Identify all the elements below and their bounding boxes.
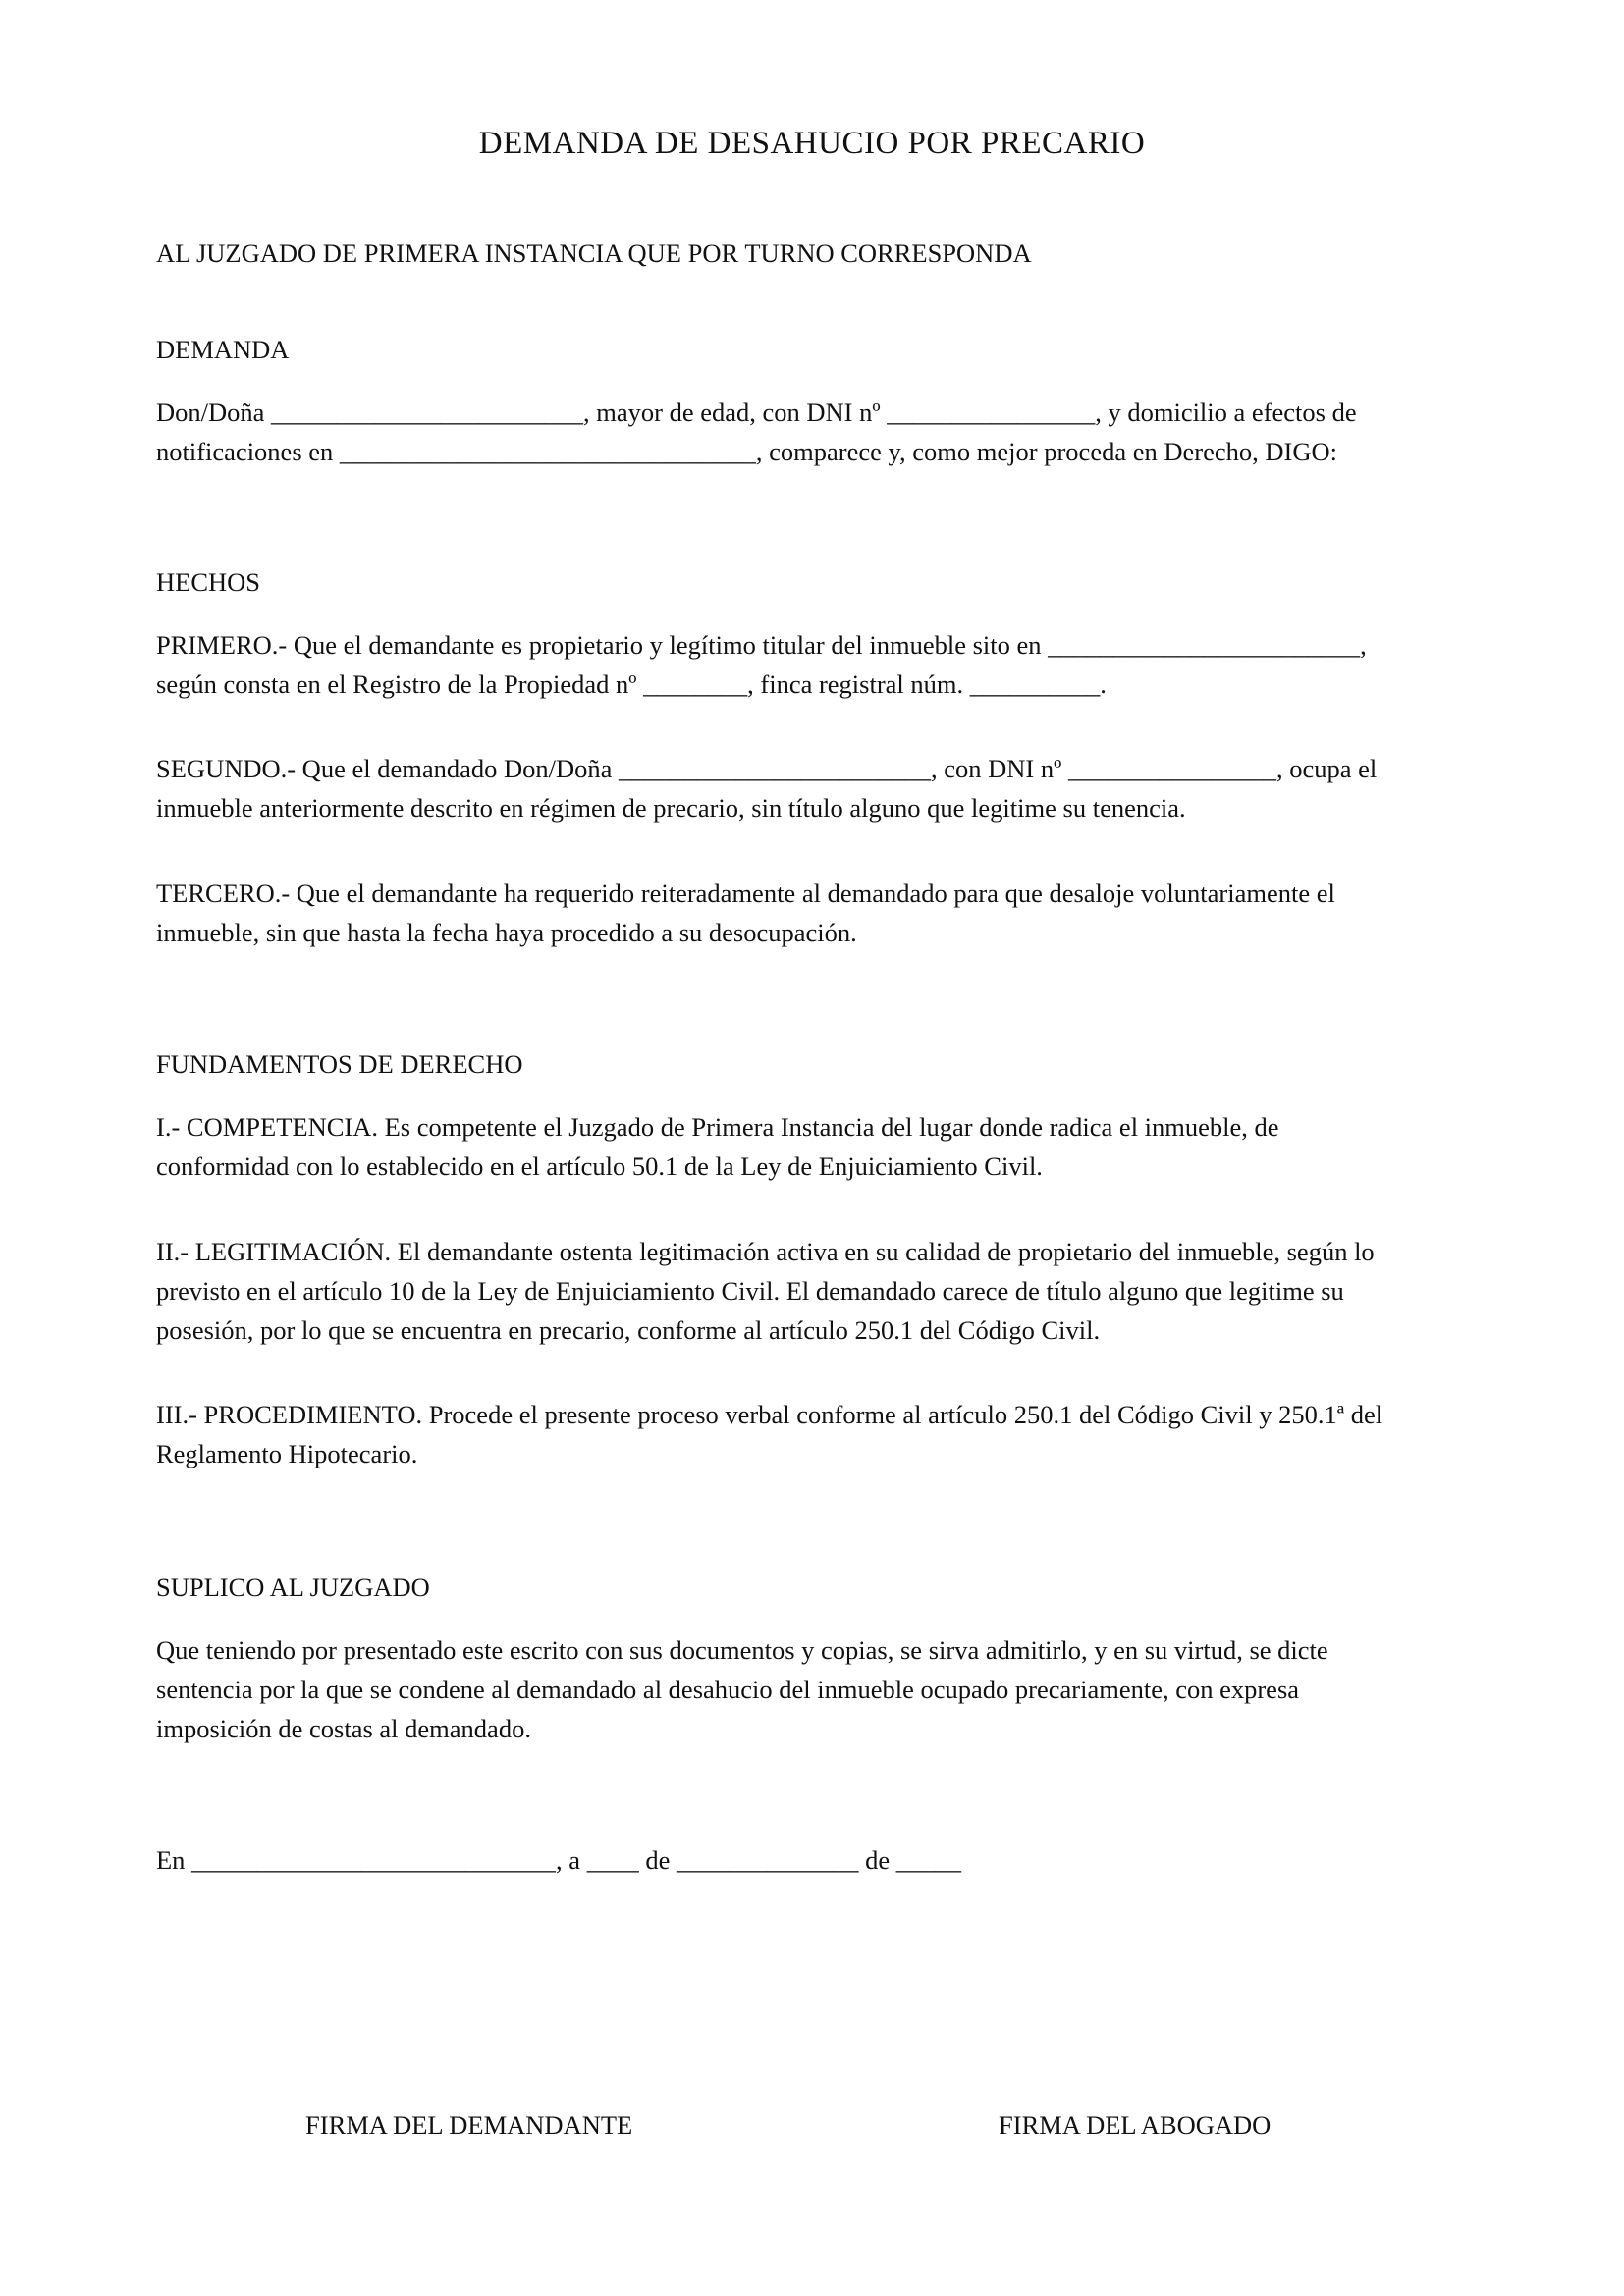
demanda-paragraph (156, 393, 1462, 471)
suplico-paragraph (156, 1630, 1462, 1748)
procedimiento-line: III.- PROCEDIMIENTO. Procede el presente proceso verbal conforme al artículo 250.1 del Código Civil y 250.1ª del (156, 1400, 1383, 1429)
demanda-heading (156, 330, 1462, 369)
hecho-tercero (156, 874, 1462, 952)
hecho-segundo-line: SEGUNDO.- Que el demandado Don/Doña ________________________, con DNI nº ________________, ocupa el (156, 754, 1378, 783)
suplico-line: sentencia por la que se condene al demandado al desahucio del inmueble ocupado precariamente, con expresa (156, 1675, 1300, 1704)
hecho-segundo-line: inmueble anteriormente descrito en régimen de precario, sin título alguno que legitime su tenencia. (156, 793, 1186, 823)
legitimacion-line: previsto en el artículo 10 de la Ley de Enjuiciamiento Civil. El demandado carece de título alguno que legitime su (156, 1276, 1344, 1306)
hecho-primero (156, 625, 1462, 704)
hecho-tercero-line: inmueble, sin que hasta la fecha haya procedido a su desocupación. (156, 918, 857, 947)
signature-abogado: FIRMA DEL ABOGADO (999, 2110, 1272, 2140)
legitimacion-line: posesión, por lo que se encuentra en precario, conforme al artículo 250.1 del Código Civil. (156, 1315, 1101, 1345)
procedimiento-line: Reglamento Hipotecario. (156, 1439, 418, 1468)
demanda-line: Don/Doña ________________________, mayor de edad, con DNI nº ________________, y domicilio a efectos de (156, 398, 1357, 427)
legitimacion-line: II.- LEGITIMACIÓN. El demandante ostenta legitimación activa en su calidad de propietario del inmueble, según lo (156, 1237, 1375, 1266)
suplico-line: imposición de costas al demandado. (156, 1714, 531, 1743)
hecho-primero-line: según consta en el Registro de la Propiedad nº ________, finca registral núm. __________. (156, 669, 1107, 699)
fundamento-legitimacion (156, 1232, 1462, 1350)
fundamento-competencia (156, 1107, 1462, 1186)
competencia-line: conformidad con lo establecido en el artículo 50.1 de la Ley de Enjuiciamiento Civil. (156, 1151, 1043, 1181)
fundamentos-heading (156, 1044, 1462, 1084)
suplico-line: Que teniendo por presentado este escrito con sus documentos y copias, se sirva admitirlo, y en su virtud, se dicte (156, 1635, 1328, 1665)
hecho-segundo (156, 749, 1462, 828)
court-line: AL JUZGADO DE PRIMERA INSTANCIA QUE POR TURNO CORRESPONDA (156, 239, 1032, 268)
place-date-text: En ____________________________, a ____ de ______________ de _____ (156, 1845, 961, 1875)
suplico-heading (156, 1568, 1462, 1607)
fundamentos-heading-text: FUNDAMENTOS DE DERECHO (156, 1049, 523, 1079)
hecho-primero-line: PRIMERO.- Que el demandante es propietario y legítimo titular del inmueble sito en ________________________, (156, 630, 1367, 660)
hechos-heading (156, 562, 1462, 602)
competencia-line: I.- COMPETENCIA. Es competente el Juzgado de Primera Instancia del lugar donde radica el inmueble, de (156, 1112, 1279, 1142)
suplico-heading-text: SUPLICO AL JUZGADO (156, 1573, 430, 1602)
fundamento-procedimiento (156, 1395, 1462, 1473)
document-title: DEMANDA DE DESAHUCIO POR PRECARIO (478, 126, 1146, 161)
hechos-heading-text: HECHOS (156, 567, 261, 597)
place-date-line (156, 1841, 1462, 1880)
court-addressee (156, 234, 1462, 273)
signature-demandante: FIRMA DEL DEMANDANTE (305, 2110, 633, 2140)
demanda-line: notificaciones en ________________________________, comparece y, como mejor proceda en Derecho, DIGO: (156, 437, 1337, 466)
hecho-tercero-line: TERCERO.- Que el demandante ha requerido reiteradamente al demandado para que desaloje voluntariamente el (156, 879, 1335, 908)
demanda-heading-text: DEMANDA (156, 335, 290, 364)
